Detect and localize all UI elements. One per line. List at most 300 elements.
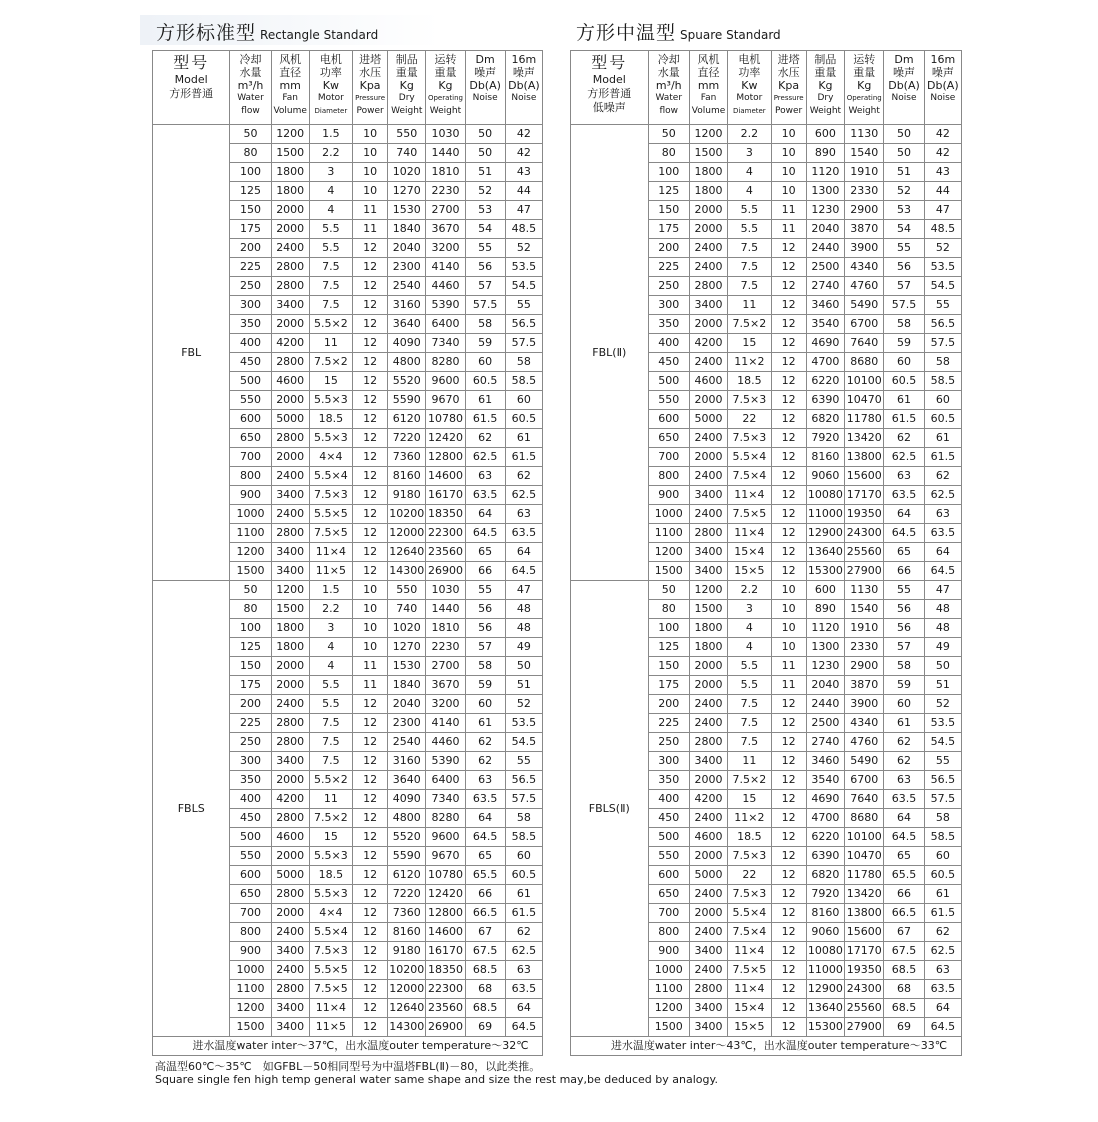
table-cell: 450 bbox=[230, 353, 271, 372]
table-cell: 5.5 bbox=[728, 201, 771, 220]
header-label: 重量 bbox=[395, 66, 418, 79]
table-cell: 2000 bbox=[689, 448, 727, 467]
table-cell: 7220 bbox=[388, 885, 426, 904]
table-cell: 60 bbox=[884, 353, 924, 372]
table-cell: 600 bbox=[648, 410, 689, 429]
table-cell: 15 bbox=[309, 372, 352, 391]
table-cell: 15×5 bbox=[728, 1018, 771, 1037]
table-cell: 7340 bbox=[426, 334, 465, 353]
header-label: 进塔 bbox=[777, 53, 800, 66]
table-cell: 12 bbox=[353, 410, 388, 429]
table-cell: 62 bbox=[884, 429, 924, 448]
table-cell: 10200 bbox=[388, 961, 426, 980]
table-cell: 4 bbox=[728, 182, 771, 201]
table-cell: 24300 bbox=[845, 980, 884, 999]
table-cell: 16170 bbox=[426, 486, 465, 505]
table-cell: 63 bbox=[884, 467, 924, 486]
header-label: 制品 bbox=[814, 53, 837, 66]
table-cell: 400 bbox=[648, 334, 689, 353]
table-cell: 3400 bbox=[271, 543, 309, 562]
table-cell: 1530 bbox=[388, 201, 426, 220]
footer-row bbox=[153, 1037, 543, 1056]
table-cell: 100 bbox=[230, 619, 271, 638]
table-cell: 60 bbox=[505, 847, 542, 866]
table-cell: 12 bbox=[771, 752, 806, 771]
table-cell: 2400 bbox=[271, 695, 309, 714]
table-cell: 63.5 bbox=[884, 790, 924, 809]
table-cell: 12 bbox=[353, 847, 388, 866]
table-cell: 4800 bbox=[388, 353, 426, 372]
model-cell: FBL(Ⅱ) bbox=[571, 125, 649, 581]
table-cell: 6700 bbox=[845, 771, 884, 790]
model-head-line: 方形普通 bbox=[169, 87, 214, 100]
table-cell: 900 bbox=[648, 486, 689, 505]
table-cell: 50 bbox=[924, 657, 961, 676]
model-head-line: Model bbox=[174, 73, 208, 86]
table-cell: 56 bbox=[465, 258, 505, 277]
table-cell: 57.5 bbox=[465, 296, 505, 315]
table-cell: 7920 bbox=[806, 429, 844, 448]
table-cell: 3160 bbox=[388, 296, 426, 315]
header-label-en: Pressure bbox=[355, 94, 386, 102]
header-label: 噪声 bbox=[512, 66, 535, 79]
table-cell: 3900 bbox=[845, 239, 884, 258]
table-cell: 2800 bbox=[271, 885, 309, 904]
table-cell: 600 bbox=[648, 866, 689, 885]
table-cell: 10 bbox=[353, 581, 388, 600]
table-cell: 3400 bbox=[689, 296, 727, 315]
table-cell: 4 bbox=[309, 657, 352, 676]
table-cell: 61.5 bbox=[884, 410, 924, 429]
table-cell: 2400 bbox=[689, 467, 727, 486]
table-cell: 12 bbox=[353, 752, 388, 771]
header-label: Dm bbox=[475, 53, 495, 66]
table-cell: 61 bbox=[884, 391, 924, 410]
header-label: 水量 bbox=[657, 66, 680, 79]
table-cell: 18350 bbox=[426, 961, 465, 980]
table-cell: 7.5×2 bbox=[728, 315, 771, 334]
table-cell: 5.5 bbox=[728, 676, 771, 695]
table-cell: 7.5×2 bbox=[309, 353, 352, 372]
header-label-en: Volume bbox=[273, 106, 307, 116]
table-cell: 56 bbox=[884, 600, 924, 619]
header-label-en: Pressure bbox=[773, 94, 804, 102]
table-cell: 13420 bbox=[845, 885, 884, 904]
table-cell: 11 bbox=[771, 220, 806, 239]
table-cell: 59 bbox=[465, 676, 505, 695]
table-cell: 2400 bbox=[689, 714, 727, 733]
table-cell: 55 bbox=[924, 752, 961, 771]
table-cell: 10 bbox=[771, 144, 806, 163]
table-cell: 62 bbox=[924, 923, 961, 942]
table-cell: 12 bbox=[771, 714, 806, 733]
table-cell: 125 bbox=[648, 182, 689, 201]
table-cell: 740 bbox=[388, 144, 426, 163]
table-cell: 4 bbox=[728, 619, 771, 638]
table-cell: 53.5 bbox=[505, 258, 542, 277]
table-cell: 2540 bbox=[388, 733, 426, 752]
table-row bbox=[571, 581, 962, 600]
table-cell: 12420 bbox=[426, 429, 465, 448]
table-cell: 44 bbox=[924, 182, 961, 201]
table-cell: 12 bbox=[353, 999, 388, 1018]
table-cell: 51 bbox=[884, 163, 924, 182]
table-cell: 3540 bbox=[806, 315, 844, 334]
table-cell: 250 bbox=[648, 277, 689, 296]
table-cell: 4600 bbox=[271, 828, 309, 847]
table-cell: 57.5 bbox=[924, 790, 961, 809]
table-cell: 5520 bbox=[388, 828, 426, 847]
table-cell: 200 bbox=[648, 695, 689, 714]
table-cell: 11 bbox=[771, 676, 806, 695]
table-cell: 12 bbox=[771, 486, 806, 505]
table-cell: 68.5 bbox=[884, 999, 924, 1018]
header-col-4 bbox=[806, 51, 844, 125]
table-cell: 1130 bbox=[845, 581, 884, 600]
table-cell: 12 bbox=[353, 334, 388, 353]
table-cell: 2400 bbox=[689, 353, 727, 372]
table-cell: 450 bbox=[648, 353, 689, 372]
table-cell: 55 bbox=[505, 296, 542, 315]
table-cell: 12 bbox=[353, 790, 388, 809]
table-cell: 1230 bbox=[806, 657, 844, 676]
table-cell: 61 bbox=[505, 885, 542, 904]
table-cell: 4200 bbox=[689, 334, 727, 353]
footer-row bbox=[571, 1037, 962, 1056]
table-cell: 12 bbox=[771, 239, 806, 258]
table-cell: 3400 bbox=[271, 1018, 309, 1037]
table-cell: 550 bbox=[648, 391, 689, 410]
table-cell: 14600 bbox=[426, 467, 465, 486]
table-cell: 5390 bbox=[426, 752, 465, 771]
table-cell: 4140 bbox=[426, 714, 465, 733]
header-label: 噪声 bbox=[893, 66, 915, 79]
table-cell: 4140 bbox=[426, 258, 465, 277]
table-cell: 1.5 bbox=[309, 125, 352, 144]
table-cell: 2900 bbox=[845, 201, 884, 220]
table-cell: 66 bbox=[465, 885, 505, 904]
table-cell: 60 bbox=[884, 695, 924, 714]
header-label: 功率 bbox=[319, 66, 342, 79]
table-cell: 1200 bbox=[689, 125, 727, 144]
table-cell: 2300 bbox=[388, 258, 426, 277]
right-spec-table bbox=[570, 50, 962, 1056]
table-cell: 5.5×4 bbox=[309, 923, 352, 942]
table-cell: 64.5 bbox=[924, 562, 961, 581]
table-cell: 55 bbox=[924, 296, 961, 315]
model-head-line: 型号 bbox=[173, 53, 210, 72]
table-cell: 1300 bbox=[806, 182, 844, 201]
table-cell: 1500 bbox=[230, 1018, 271, 1037]
table-cell: 1910 bbox=[845, 619, 884, 638]
table-cell: 3200 bbox=[426, 695, 465, 714]
table-cell: 2000 bbox=[271, 771, 309, 790]
table-cell: 7.5 bbox=[728, 277, 771, 296]
table-cell: 7.5 bbox=[309, 752, 352, 771]
header-label: 16m bbox=[930, 53, 956, 66]
table-cell: 54 bbox=[884, 220, 924, 239]
table-cell: 1800 bbox=[271, 163, 309, 182]
table-cell: 80 bbox=[648, 144, 689, 163]
table-cell: 2000 bbox=[271, 904, 309, 923]
table-cell: 150 bbox=[648, 657, 689, 676]
table-cell: 4090 bbox=[388, 790, 426, 809]
table-cell: 55 bbox=[465, 581, 505, 600]
table-cell: 52 bbox=[924, 239, 961, 258]
note-en: Square single fen high temp general water same shape and size the rest may,be deduced by analogy. bbox=[155, 1073, 718, 1086]
table-cell: 1200 bbox=[230, 999, 271, 1018]
table-cell: 2400 bbox=[271, 923, 309, 942]
table-cell: 43 bbox=[924, 163, 961, 182]
table-cell: 65 bbox=[884, 847, 924, 866]
table-cell: 700 bbox=[648, 904, 689, 923]
table-cell: 65 bbox=[884, 543, 924, 562]
table-cell: 62 bbox=[884, 733, 924, 752]
table-cell: 2300 bbox=[388, 714, 426, 733]
table-cell: 7.5 bbox=[309, 714, 352, 733]
table-cell: 27900 bbox=[845, 562, 884, 581]
table-cell: 550 bbox=[648, 847, 689, 866]
table-cell: 48.5 bbox=[924, 220, 961, 239]
table-cell: 62.5 bbox=[924, 486, 961, 505]
table-cell: 2440 bbox=[806, 695, 844, 714]
table-cell: 64 bbox=[465, 505, 505, 524]
table-cell: 26900 bbox=[426, 1018, 465, 1037]
table-cell: 11780 bbox=[845, 866, 884, 885]
header-label: m³/h bbox=[655, 79, 682, 92]
table-cell: 9180 bbox=[388, 486, 426, 505]
table-cell: 1100 bbox=[648, 524, 689, 543]
table-cell: 350 bbox=[648, 771, 689, 790]
header-label-en: Motor bbox=[736, 93, 763, 103]
table-cell: 22300 bbox=[426, 524, 465, 543]
table-cell: 59 bbox=[884, 676, 924, 695]
table-cell: 10 bbox=[353, 182, 388, 201]
table-cell: 61.5 bbox=[924, 448, 961, 467]
right-title-cn: 方形中温型 bbox=[576, 22, 677, 44]
table-cell: 5.5×3 bbox=[309, 391, 352, 410]
table-cell: 1500 bbox=[648, 1018, 689, 1037]
table-cell: 100 bbox=[648, 163, 689, 182]
table-cell: 12 bbox=[353, 809, 388, 828]
table-cell: 13640 bbox=[806, 999, 844, 1018]
footnotes bbox=[155, 1060, 718, 1086]
table-cell: 175 bbox=[230, 220, 271, 239]
table-cell: 2000 bbox=[271, 657, 309, 676]
table-cell: 12 bbox=[353, 904, 388, 923]
table-cell: 2000 bbox=[689, 391, 727, 410]
table-cell: 48.5 bbox=[505, 220, 542, 239]
header-label: 直径 bbox=[279, 66, 302, 79]
table-cell: 450 bbox=[648, 809, 689, 828]
table-cell: 1200 bbox=[230, 543, 271, 562]
table-cell: 4340 bbox=[845, 714, 884, 733]
table-cell: 52 bbox=[924, 695, 961, 714]
table-cell: 62.5 bbox=[505, 942, 542, 961]
table-cell: 2540 bbox=[388, 277, 426, 296]
table-cell: 3400 bbox=[689, 752, 727, 771]
header-label-en: Dry bbox=[398, 93, 415, 103]
table-cell: 9060 bbox=[806, 467, 844, 486]
table-cell: 64 bbox=[924, 999, 961, 1018]
table-cell: 1200 bbox=[271, 581, 309, 600]
table-cell: 3 bbox=[728, 144, 771, 163]
table-cell: 12900 bbox=[806, 524, 844, 543]
table-cell: 52 bbox=[505, 695, 542, 714]
table-cell: 3400 bbox=[689, 562, 727, 581]
table-cell: 64.5 bbox=[505, 562, 542, 581]
table-cell: 7.5×2 bbox=[728, 771, 771, 790]
table-cell: 2230 bbox=[426, 182, 465, 201]
table-cell: 58.5 bbox=[924, 372, 961, 391]
table-cell: 47 bbox=[505, 581, 542, 600]
table-cell: 5520 bbox=[388, 372, 426, 391]
table-cell: 225 bbox=[648, 258, 689, 277]
table-cell: 12 bbox=[771, 790, 806, 809]
table-cell: 12 bbox=[771, 467, 806, 486]
table-cell: 1300 bbox=[806, 638, 844, 657]
table-cell: 12 bbox=[353, 1018, 388, 1037]
table-cell: 9180 bbox=[388, 942, 426, 961]
table-cell: 12 bbox=[353, 429, 388, 448]
table-cell: 7.5 bbox=[728, 733, 771, 752]
table-cell: 55 bbox=[884, 581, 924, 600]
table-cell: 11000 bbox=[806, 961, 844, 980]
table-cell: 3400 bbox=[271, 562, 309, 581]
table-cell: 3870 bbox=[845, 676, 884, 695]
table-cell: 10 bbox=[353, 638, 388, 657]
table-cell: 2400 bbox=[271, 467, 309, 486]
table-cell: 2400 bbox=[689, 505, 727, 524]
table-cell: 5490 bbox=[845, 752, 884, 771]
table-cell: 2000 bbox=[689, 847, 727, 866]
table-cell: 62 bbox=[465, 733, 505, 752]
table-cell: 1230 bbox=[806, 201, 844, 220]
table-cell: 12800 bbox=[426, 904, 465, 923]
table-cell: 2700 bbox=[426, 201, 465, 220]
table-cell: 11×2 bbox=[728, 353, 771, 372]
table-cell: 19350 bbox=[845, 505, 884, 524]
header-label: 电机 bbox=[319, 53, 342, 66]
table-cell: 2440 bbox=[806, 239, 844, 258]
table-cell: 5.5 bbox=[728, 657, 771, 676]
model-cell: FBLS bbox=[153, 581, 230, 1037]
table-cell: 1020 bbox=[388, 619, 426, 638]
table-cell: 5.5×4 bbox=[309, 467, 352, 486]
table-cell: 64 bbox=[505, 999, 542, 1018]
table-cell: 12 bbox=[771, 315, 806, 334]
header-label: 电机 bbox=[738, 53, 761, 66]
table-cell: 55 bbox=[465, 239, 505, 258]
table-cell: 67.5 bbox=[884, 942, 924, 961]
table-cell: 7.5 bbox=[728, 258, 771, 277]
table-cell: 44 bbox=[505, 182, 542, 201]
table-cell: 68 bbox=[884, 980, 924, 999]
table-cell: 2040 bbox=[388, 239, 426, 258]
table-cell: 50 bbox=[505, 657, 542, 676]
table-cell: 1540 bbox=[845, 600, 884, 619]
table-cell: 63.5 bbox=[884, 486, 924, 505]
table-cell: 7.5×3 bbox=[728, 847, 771, 866]
table-cell: 12 bbox=[771, 429, 806, 448]
table-cell: 800 bbox=[230, 467, 271, 486]
table-cell: 6390 bbox=[806, 847, 844, 866]
table-cell: 1500 bbox=[648, 562, 689, 581]
table-cell: 10 bbox=[771, 163, 806, 182]
table-cell: 50 bbox=[230, 125, 271, 144]
table-cell: 3460 bbox=[806, 296, 844, 315]
temperature-footer: 进水温度water inter～43℃，出水温度outer temperature～33℃ bbox=[571, 1037, 962, 1056]
table-cell: 12 bbox=[771, 562, 806, 581]
header-col-0 bbox=[230, 51, 271, 125]
table-cell: 11 bbox=[309, 790, 352, 809]
table-cell: 12800 bbox=[426, 448, 465, 467]
table-cell: 2400 bbox=[271, 961, 309, 980]
table-cell: 1120 bbox=[806, 619, 844, 638]
table-cell: 200 bbox=[230, 695, 271, 714]
table-cell: 10 bbox=[353, 125, 388, 144]
table-cell: 12 bbox=[353, 277, 388, 296]
table-cell: 12900 bbox=[806, 980, 844, 999]
table-cell: 6400 bbox=[426, 315, 465, 334]
table-cell: 7.5×5 bbox=[309, 524, 352, 543]
table-cell: 3460 bbox=[806, 752, 844, 771]
model-cell: FBL bbox=[153, 125, 230, 581]
table-cell: 6820 bbox=[806, 410, 844, 429]
table-cell: 3400 bbox=[689, 486, 727, 505]
table-cell: 63.5 bbox=[924, 980, 961, 999]
table-cell: 56 bbox=[884, 258, 924, 277]
header-label-en: Power bbox=[356, 106, 384, 116]
table-cell: 600 bbox=[806, 581, 844, 600]
table-cell: 12 bbox=[771, 505, 806, 524]
table-cell: 62 bbox=[465, 752, 505, 771]
table-cell: 225 bbox=[230, 258, 271, 277]
table-cell: 3 bbox=[728, 600, 771, 619]
table-cell: 7.5×3 bbox=[728, 885, 771, 904]
table-cell: 11×2 bbox=[728, 809, 771, 828]
table-cell: 64.5 bbox=[884, 524, 924, 543]
header-label: 直径 bbox=[697, 66, 720, 79]
header-label: 风机 bbox=[279, 53, 302, 66]
table-cell: 12640 bbox=[388, 999, 426, 1018]
table-cell: 1800 bbox=[271, 619, 309, 638]
table-cell: 6120 bbox=[388, 866, 426, 885]
table-cell: 12 bbox=[771, 258, 806, 277]
table-cell: 42 bbox=[505, 144, 542, 163]
table-cell: 600 bbox=[806, 125, 844, 144]
table-cell: 175 bbox=[648, 676, 689, 695]
table-cell: 61 bbox=[465, 714, 505, 733]
header-col-1 bbox=[689, 51, 727, 125]
table-cell: 10 bbox=[353, 600, 388, 619]
table-cell: 63 bbox=[505, 505, 542, 524]
table-row bbox=[153, 125, 543, 144]
table-cell: 56 bbox=[884, 619, 924, 638]
header-label-en: flow bbox=[659, 106, 679, 116]
table-cell: 11 bbox=[728, 752, 771, 771]
table-cell: 25560 bbox=[845, 543, 884, 562]
table-cell: 7.5×5 bbox=[728, 505, 771, 524]
table-cell: 4×4 bbox=[309, 448, 352, 467]
table-cell: 64.5 bbox=[884, 828, 924, 847]
table-cell: 11 bbox=[353, 657, 388, 676]
table-cell: 59 bbox=[884, 334, 924, 353]
header-label: mm bbox=[279, 79, 301, 92]
table-cell: 80 bbox=[230, 600, 271, 619]
header-label: 进塔 bbox=[359, 53, 382, 66]
table-cell: 12 bbox=[353, 980, 388, 999]
